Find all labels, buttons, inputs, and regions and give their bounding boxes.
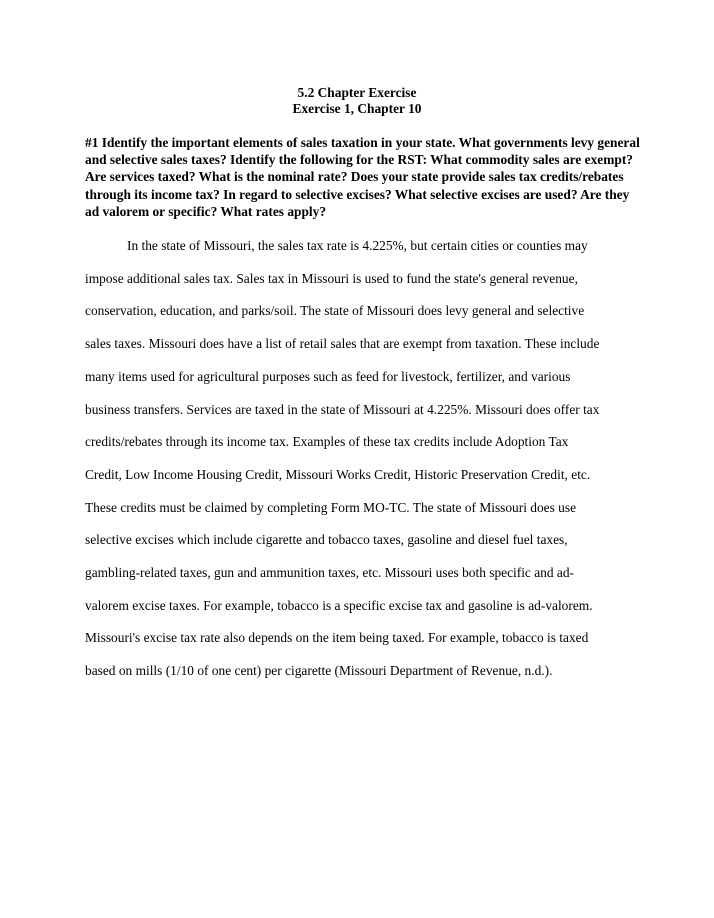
document-title: 5.2 Chapter Exercise bbox=[297, 85, 417, 100]
answer-line: based on mills (1/10 of one cent) per cigarette (Missouri Department of Revenue, n.d.). bbox=[85, 663, 553, 679]
answer-line: Missouri's excise tax rate also depends on the item being taxed. For example, tobacco is taxed bbox=[85, 630, 589, 646]
answer-line: credits/rebates through its income tax. Examples of these tax credits include Adoption Tax bbox=[85, 434, 569, 450]
answer-line: impose additional sales tax. Sales tax in Missouri is used to fund the state's general revenue, bbox=[85, 270, 578, 286]
answer-line: many items used for agricultural purposes such as feed for livestock, fertilizer, and various bbox=[85, 368, 571, 384]
answer-line: valorem excise taxes. For example, tobacco is a specific excise tax and gasoline is ad-valorem. bbox=[85, 597, 593, 613]
answer-line: These credits must be claimed by completing Form MO-TC. The state of Missouri does use bbox=[85, 499, 577, 515]
title-block bbox=[0, 85, 714, 117]
answer-line: In the state of Missouri, the sales tax rate is 4.225%, but certain cities or counties may bbox=[127, 238, 588, 253]
answer-line: conservation, education, and parks/soil. The state of Missouri does levy general and selective bbox=[85, 303, 585, 319]
answer-line: Credit, Low Income Housing Credit, Missouri Works Credit, Historic Preservation Credit, etc. bbox=[85, 466, 591, 482]
answer-line: gambling-related taxes, gun and ammunition taxes, etc. Missouri uses both specific and ad- bbox=[85, 565, 575, 581]
answer-line: sales taxes. Missouri does have a list of retail sales that are exempt from taxation. These include bbox=[85, 336, 600, 352]
answer-line: selective excises which include cigarette and tobacco taxes, gasoline and diesel fuel taxes, bbox=[85, 532, 568, 548]
answer-paragraph bbox=[85, 230, 645, 688]
answer-line: business transfers. Services are taxed in the state of Missouri at 4.225%. Missouri does offer tax bbox=[85, 401, 600, 417]
document-subtitle: Exercise 1, Chapter 10 bbox=[292, 101, 422, 116]
question-prompt: #1 Identify the important elements of sales taxation in your state. What governments levy general and selective sales taxes? Identify the following for the RST: What commodity sales are exempt? Are services taxed? What is the nominal rate? Does your state provide sales tax credits/rebates through its income tax? In regard to selective excises? What selective excises are used? Are they ad valorem or specific? What rates apply? bbox=[85, 135, 640, 219]
